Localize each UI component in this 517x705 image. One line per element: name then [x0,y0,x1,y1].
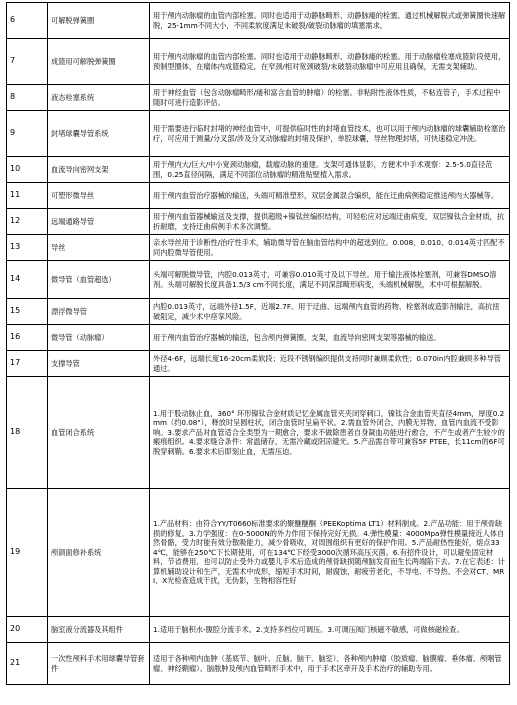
table-row [7,351,510,377]
row-number: 10 [7,157,48,183]
product-name: 导丝 [48,235,150,261]
table-row [7,209,510,235]
table-row [7,111,510,157]
table-row [7,617,510,643]
product-name: 成篮用可解脱弹簧圈 [48,39,150,85]
row-number: 6 [7,3,48,39]
product-description: 1.适用于脑积水-腹腔分流手术。2.支持多档位可调压。3.可调压阀门核磁不敏感，可做核磁检查。 [150,617,510,643]
product-description: 1.产品材料：由符合YY/T0660标准要求的聚醚醚酮（PEEKoptima LT1）材料制成。2.产品功能：用于颅骨缺损的修复。3.力学强度：在0-5000N的外力作用下保持完好无损。4.弹性模量：4000Mpa弹性模量接近人体自然骨骼，受力时能有效分散吸能力，减少骨吸收，对周围组织有更好的保护作用。5.产品耐热性能好，熔点334℃，能够在250℃下长期使用，可在134℃下经受3000次循环高压灭菌。6.有招件设计，可以避免固定材料，节省费用，也可以防止受外力或嬰儿手术后造成的颅骨缺损随颅脑发育而生长两端陷下去。7.在它表述：计算机辅助设计和生产，无需术中成形，缩短手术时间，耐腐蚀，耐疲劳老化，不导电、不导热、不会对CT、MRI、X光检查造成干扰，无伪影，生物相容性好 [150,489,510,617]
product-description: 用于颅内动脉瘤的血管内部栓塞。同时也适用于动静脉畸形、动静脉瘘的栓塞。通过机械解脱式或弹簧圈快速解脱，25-1mm不同大小，不同柔软度满足未破裂/破裂动脉瘤的填塞需求。 [150,3,510,39]
table-row [7,299,510,325]
product-description: 用于神经血管（包含动脉瘤畸形/瘘和富含血管的肿瘤）的栓塞。非粘附性液体性质，不粘连管子，手术过程中随时可进行造影评估。 [150,85,510,111]
product-description: 内腔0.013英寸，远端外径1.5F，近端2.7F。用于迂曲、远端颅内血管的药物、栓塞剂或造影剂输注，高抗扭破阻定，减少术中痉挛风险。 [150,299,510,325]
row-number: 7 [7,39,48,85]
table-row [7,377,510,489]
product-name: 颅颌面修补系统 [48,489,150,617]
product-description: 用于颅内血管治疗器械的输送，头端可精准塑形，双层金属混合编织，能在迂曲病例稳定推送颅内大器械等。 [150,183,510,209]
product-description: 亲水导丝用于诊断性/治疗性手术，辅助微导管在脑血管结构中的超选到位。0.008、0.010、0.014英寸匹配不同内腔微导管使用。 [150,235,510,261]
product-description: 用于颅内大/巨大/中小宽颈动脉瘤，载瘤动脉的重建。支架可通体显影，方便术中手术观察：2.5-5.0直径范围，0.25直径间隔，满足不同部位动脉瘤的精准贴壁植入需求。 [150,157,510,183]
product-name: 可解脱弹簧圈 [48,3,150,39]
row-number: 20 [7,617,48,643]
product-name: 血管闭合系统 [48,377,150,489]
row-number: 19 [7,489,48,617]
table-row [7,235,510,261]
row-number: 13 [7,235,48,261]
product-name: 液态栓塞系统 [48,85,150,111]
product-description: 1.用于股动脉止血，360° 环形镍钛合金材质记忆金属血管夹夹闭穿刺口，镍钛合金血管夹直径4mm，厚度0.2mm（约0.08"），释放时呈圆柱状，闭合血管时呈扁平状。2.需血管外闭合，内膜无异物，血管内血流不受影响。3.要求产品对血管适合全类型为一期愈合，要求不做除患者自身凝血功能进行愈合，不产生或者产生较少的瘢痕组织。4.要求缝合条件：常温储存，无需冷藏或阴凉避光。5.产品需自带可兼容5F PTEE，长11cm的6F可脱穿刺鞘。6.要求术后即刻止血，无需压迫。 [150,377,510,489]
product-description: 用于颅内血管治疗器械的输送，包含颅内弹簧圈，支架，血流导向密网支架等器械的输送。 [150,325,510,351]
row-number: 16 [7,325,48,351]
table-row [7,85,510,111]
product-name: 脑室液分流器及其组件 [48,617,150,643]
row-number: 8 [7,85,48,111]
table-row [7,157,510,183]
row-number: 14 [7,261,48,299]
spec-table-body [7,3,510,685]
row-number: 11 [7,183,48,209]
product-description: 适用于各种颅内血肿（基底节、脑叶、丘脑、脑干、脑室）、各种颅内肿瘤（胶质瘤、脑膜瘤、垂体瘤、颅咽管瘤、神经鞘瘤）、脑脓肿及颅内血管畸形手术中，用于手术区牵开及手术治疗的辅助专用。 [150,643,510,685]
product-description: 头端可解脱微导管，内腔0.013英寸，可兼容0.010英寸及以下导丝。用于输注液体栓塞剂，可兼容DMSO溶剂。头端可解脱长度具备1.5/3 cm不同长度，满足不同深部畸形病变，头端机械解脱，术中可根据解脱。 [150,261,510,299]
product-name: 封堵球囊导管系统 [48,111,150,157]
product-name: 远端通路导管 [48,209,150,235]
row-number: 12 [7,209,48,235]
table-row [7,643,510,685]
product-description: 用于需要进行临时封堵的神经血管中，可提供临时性的封堵血管技术，也可以用于颅内动脉瘤的球囊辅助栓塞治疗，可应用于测量/分叉部/涉及分叉动脉瘤的封堵及保护，单腔球囊，导丝物理封堵，可快速稳定冲洗。 [150,111,510,157]
row-number: 15 [7,299,48,325]
product-name: 可塑形微导丝 [48,183,150,209]
product-description: 用于颅内动脉瘤的血管内部栓塞。同时也适用于动静脉畸形、动静脉瘘的栓塞。用于动脉瘤栓塞成篮阶段使用，预制型圈体，在瘤体内成篮稳定，在窄颈/相对宽颈破裂/未破裂动脉瘤中可应用且确保，无需支架辅助。 [150,39,510,85]
product-name: 微导管（血管超选） [48,261,150,299]
table-row [7,261,510,299]
product-description: 外径4-6F，远端长度16-20cm柔软段；近段不锈钢编织提供支持同时兼顾柔软性；0.070in内腔兼顾多种导管通过。 [150,351,510,377]
product-name: 漂浮微导管 [48,299,150,325]
table-row [7,3,510,39]
product-name: 微导管（动脉瘤） [48,325,150,351]
table-row [7,325,510,351]
row-number: 9 [7,111,48,157]
product-name: 支撑导管 [48,351,150,377]
table-row [7,183,510,209]
product-name: 血流导向密网支架 [48,157,150,183]
table-row [7,39,510,85]
product-name: 一次性颅科手术用球囊导管套件 [48,643,150,685]
row-number: 18 [7,377,48,489]
row-number: 21 [7,643,48,685]
spec-table [6,2,510,685]
row-number: 17 [7,351,48,377]
table-row [7,489,510,617]
product-description: 用于颅内血管器械输送及支撑，提供超级+镍钛丝编织结构，可轻松应对远端迂曲病变，双层镍钛合金材质，抗折耐磨，支持迂曲病例手术多次调整。 [150,209,510,235]
